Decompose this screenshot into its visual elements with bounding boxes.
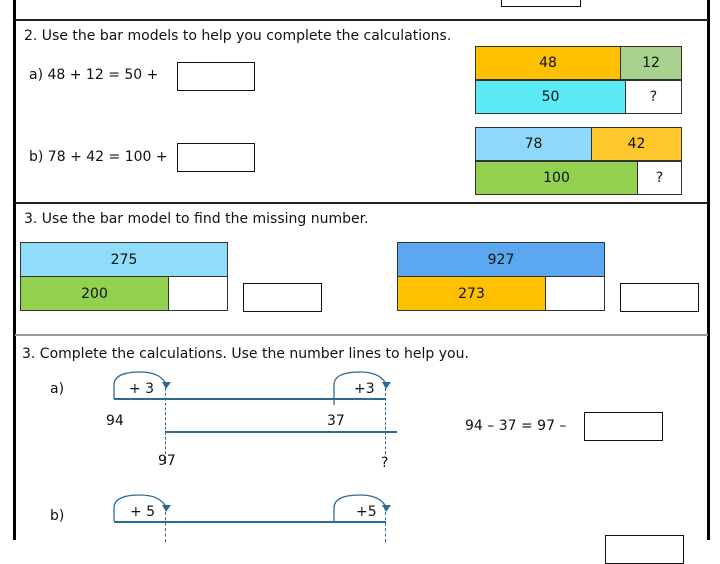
part-a-equation: 94 – 37 = 97 – <box>465 418 567 434</box>
value-37: 37 <box>327 413 345 429</box>
number-line-b-top <box>114 521 386 523</box>
jump-label-a2: +3 <box>354 381 375 397</box>
value-97: 97 <box>158 453 176 469</box>
bar-segment-100: 100 <box>475 161 638 195</box>
jump-label-b2: +5 <box>356 504 377 520</box>
question-3-title: 3. Use the bar model to find the missing number. <box>24 211 369 227</box>
value-94: 94 <box>106 413 124 429</box>
bar-segment-42: 42 <box>591 127 682 161</box>
part-a-label: a) <box>50 381 65 397</box>
part-b-answer-box[interactable] <box>605 535 684 564</box>
jump-label-b1: + 5 <box>130 504 156 520</box>
question-3b-title: 3. Complete the calculations. Use the number lines to help you. <box>22 346 469 362</box>
part-b-label: b) <box>50 508 65 524</box>
q2b-equation: b) 78 + 42 = 100 + <box>29 149 168 165</box>
bar-segment-12: 12 <box>620 46 682 80</box>
bar-part-200: 200 <box>20 276 169 311</box>
guide-b1 <box>165 512 166 542</box>
question-2-title: 2. Use the bar models to help you complete the calculations. <box>24 28 452 44</box>
q2a-equation: a) 48 + 12 = 50 + <box>29 67 159 83</box>
bar-segment-48: 48 <box>475 46 621 80</box>
bar-segment-unknown: ? <box>637 161 682 195</box>
bar-segment-unknown: ? <box>625 80 682 114</box>
jump-label-a1: + 3 <box>129 381 155 397</box>
bar-segment-50: 50 <box>475 80 626 114</box>
bar-part-273: 273 <box>397 276 546 311</box>
bar-segment-78: 78 <box>475 127 592 161</box>
bar-whole-275: 275 <box>20 242 228 277</box>
bar-whole-927: 927 <box>397 242 605 277</box>
value-unknown: ? <box>381 455 389 471</box>
guide-b2 <box>385 512 386 542</box>
